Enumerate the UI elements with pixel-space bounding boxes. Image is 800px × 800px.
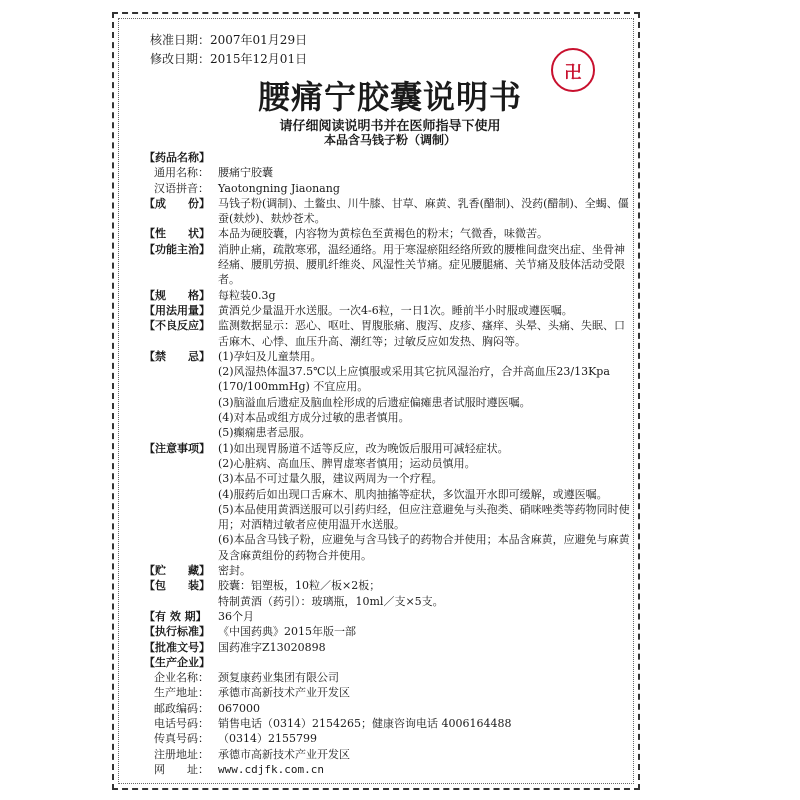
- fax-row: [144, 731, 632, 746]
- ingredients-label: 【成 份】: [144, 196, 210, 210]
- generic-name: 腰痛宁胶囊: [218, 166, 273, 180]
- adverse-text: 监测数据显示：恶心、呕吐、胃腹胀痛、腹泻、皮疹、瘙痒、头晕、头痛、失眠、口舌麻木、心悸、血压升高、潮红等；过敏反应如发热、胸闷等。: [218, 319, 625, 348]
- validity-text: 36个月: [218, 609, 254, 623]
- cautions-row: [144, 441, 632, 563]
- instruction-note: 请仔细阅读说明书并在医师指导下使用: [279, 119, 501, 134]
- revision-date: 修改日期：2015年12月01日: [150, 52, 308, 66]
- contraindication-item: (2)风湿热体温37.5℃以上应慎服或采用其它抗风湿治疗，合并高血压23/13Kpa (170/100mmHg) 不宜应用。: [218, 365, 610, 394]
- drug-name-row: [144, 150, 632, 165]
- storage-label: 【贮 藏】: [144, 564, 210, 578]
- manufacturer-label: 【生产企业】: [144, 655, 210, 669]
- package-label: 【包 装】: [144, 579, 210, 593]
- postcode-label: 邮政编码：: [154, 701, 209, 715]
- storage-text: 密封。: [218, 564, 251, 578]
- adverse-label: 【不良反应】: [144, 319, 210, 333]
- package-row: [144, 578, 632, 609]
- indications-label: 【功能主治】: [144, 242, 210, 256]
- indications-text: 消肿止痛，疏散寒邪，温经通络。用于寒湿瘀阻经络所致的腰椎间盘突出症、坐骨神经痛、腰肌劳损、腰肌纤维炎、风湿性关节痛。症见腰腿痛、关节痛及肢体活动受限者。: [218, 242, 625, 287]
- fax-text: （0314）2155799: [218, 732, 317, 746]
- website-label: 网 址：: [154, 762, 209, 776]
- phone-row: [144, 716, 632, 731]
- document-body: [144, 150, 632, 777]
- website-row: [144, 762, 632, 777]
- contraindication-item: (4)对本品或组方成分过敏的患者慎用。: [218, 411, 410, 425]
- company-logo-icon: 卍: [551, 48, 595, 92]
- dosage-row: [144, 303, 632, 318]
- validity-row: [144, 609, 632, 624]
- reg-address-label: 注册地址：: [154, 747, 209, 761]
- company-label: 企业名称：: [154, 671, 209, 685]
- document-title: 腰痛宁胶囊说明书: [257, 78, 522, 116]
- contraindications-row: [144, 349, 632, 441]
- standard-row: [144, 624, 632, 639]
- spec-label: 【规 格】: [144, 288, 210, 302]
- properties-row: [144, 226, 632, 241]
- address-label: 生产地址：: [154, 686, 209, 700]
- revision-dates: [150, 31, 307, 69]
- approval-label: 【批准文号】: [144, 640, 210, 654]
- cautions-list: [218, 441, 632, 563]
- postcode-text: 067000: [218, 701, 260, 715]
- company-row: [144, 670, 632, 685]
- ingredients-row: [144, 196, 632, 227]
- pinyin-row: [144, 181, 632, 196]
- package-item: 特制黄酒（药引）：玻璃瓶，10ml／支×5支。: [218, 594, 444, 608]
- package-item: 胶囊：铝塑板，10粒／板×2板；: [218, 579, 381, 593]
- contraindication-item: (1)孕妇及儿童禁用。: [218, 349, 322, 363]
- standard-text: 《中国药典》2015年版一部: [218, 625, 356, 639]
- dosage-label: 【用法用量】: [144, 303, 210, 317]
- ingredient-note: 本品含马钱子粉（调制）: [323, 133, 456, 147]
- caution-item: (6)本品含马钱子粉，应避免与含马钱子的药物合并使用；本品含麻黄，应避免与麻黄及含麻黄组份的药物合并使用。: [218, 533, 630, 562]
- adverse-row: [144, 318, 632, 349]
- indications-row: [144, 242, 632, 288]
- contraindication-item: (3)脑溢血后遗症及脑血栓形成的后遗症偏瘫患者试服时遵医嘱。: [218, 395, 531, 409]
- spec-text: 每粒装0.3g: [218, 288, 276, 302]
- generic-name-label: 通用名称：: [154, 166, 209, 180]
- standard-label: 【执行标准】: [144, 625, 210, 639]
- caution-item: (3)本品不可过量久服，建议两周为一个疗程。: [218, 472, 443, 486]
- ingredients-text: 马钱子粉(调制)、土鳖虫、川牛膝、甘草、麻黄、乳香(醋制)、没药(醋制)、全蝎、僵蚕(麸炒)、麸炒苍术。: [218, 196, 629, 226]
- spec-row: [144, 288, 632, 303]
- contraindication-item: (5)癫痫患者忌服。: [218, 426, 311, 440]
- dosage-text: 黄酒兑少量温开水送服。一次4-6粒，一日1次。睡前半小时服或遵医嘱。: [218, 303, 573, 317]
- generic-name-row: [144, 165, 632, 180]
- pinyin-label: 汉语拼音：: [154, 181, 209, 195]
- caution-item: (5)本品使用黄酒送服可以引药归经，但应注意避免与头孢类、硝咪唑类等药物同时使用；对酒精过敏者应使用温开水送服。: [218, 502, 630, 532]
- drug-name-label: 【药品名称】: [144, 151, 210, 164]
- caution-item: (2)心脏病、高血压、脾胃虚寒者慎用；运动员慎用。: [218, 456, 476, 470]
- properties-label: 【性 状】: [144, 227, 210, 241]
- reg-address-text: 承德市高新技术产业开发区: [218, 747, 350, 761]
- caution-item: (1)如出现胃肠道不适等反应，改为晚饭后服用可减轻症状。: [218, 441, 509, 455]
- pinyin-name: Yaotongning Jiaonang: [218, 181, 340, 195]
- contraindications-list: [218, 349, 632, 441]
- company-name: 颈复康药业集团有限公司: [218, 671, 339, 685]
- caution-item: (4)服药后如出现口舌麻木、肌肉抽搐等症状，多饮温开水即可缓解，或遵医嘱。: [218, 487, 608, 501]
- package-list: [218, 578, 632, 609]
- reg-address-row: [144, 747, 632, 762]
- manufacturer-row: [144, 655, 632, 670]
- validity-label: 【有 效 期】: [144, 609, 207, 623]
- phone-text: 销售电话（0314）2154265；健康咨询电话 4006164488: [218, 716, 512, 730]
- address-row: [144, 685, 632, 700]
- properties-text: 本品为硬胶囊，内容物为黄棕色至黄褐色的粉末；气微香，味微苦。: [218, 227, 548, 241]
- address-text: 承德市高新技术产业开发区: [218, 686, 350, 700]
- website-link[interactable]: www.cdjfk.com.cn: [218, 762, 324, 776]
- cautions-label: 【注意事项】: [144, 441, 210, 455]
- postcode-row: [144, 701, 632, 716]
- storage-row: [144, 563, 632, 578]
- approval-number: 国药准字Z13020898: [218, 640, 326, 654]
- phone-label: 电话号码：: [154, 716, 209, 730]
- approval-row: [144, 640, 632, 655]
- contraindications-label: 【禁 忌】: [144, 349, 210, 363]
- approval-date: 核准日期：2007年01月29日: [150, 33, 308, 47]
- fax-label: 传真号码：: [154, 732, 209, 746]
